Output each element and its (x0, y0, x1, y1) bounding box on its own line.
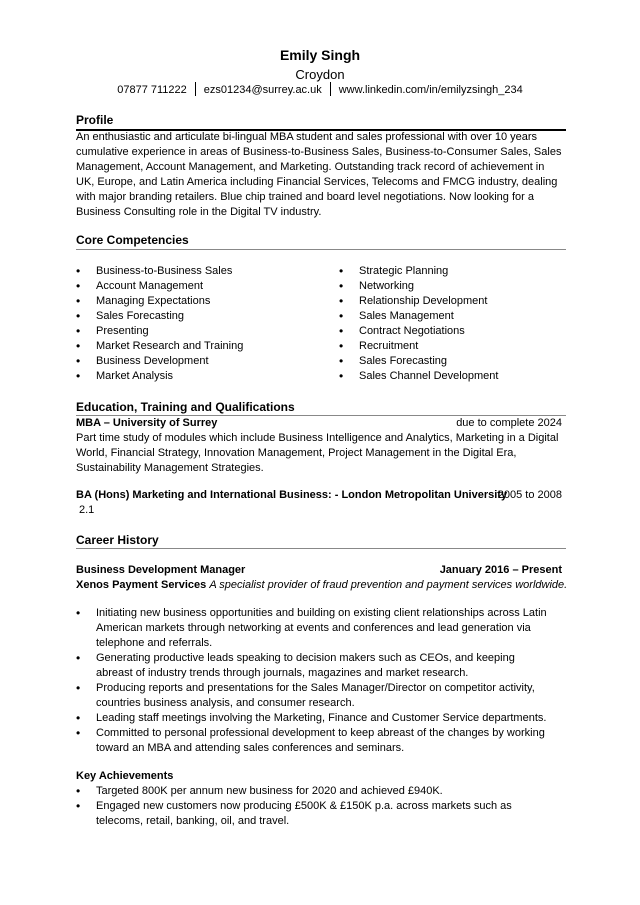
company-description: A specialist provider of fraud prevention and payment services worldwide. (209, 579, 568, 591)
competency-item: • Sales Management (339, 309, 559, 324)
duty-item: • Producing reports and presentations for the Sales Manager/Director on competitor activity, countries business analysis, and consumer research. (76, 681, 552, 711)
company-name: Xenos Payment Services (76, 579, 207, 591)
duty-item: • Committed to personal professional development to keep abreast of the changes by working toward an MBA and attending sales conferences and seminars. (76, 726, 552, 756)
competency-item: • Recruitment (339, 339, 559, 354)
section-divider (76, 548, 566, 549)
competency-item: • Business-to-Business Sales (76, 264, 316, 279)
competency-item: • Networking (339, 279, 559, 294)
job-title: Business Development Manager (76, 564, 246, 576)
linkedin-url[interactable]: www.linkedin.com/in/emilyzsingh_234 (338, 84, 523, 96)
competency-item: • Strategic Planning (339, 264, 559, 279)
mba-description: Part time study of modules which include Business Intelligence and Analytics, Marketing in a Digital World, Financial Strategy, Innovation Management, Project Management in the Digital Era, Sustainability Management Strategies. (76, 432, 559, 474)
achievements-heading: Key Achievements (76, 770, 174, 782)
competency-item: • Presenting (76, 324, 316, 339)
competency-item: • Sales Channel Development (339, 369, 559, 384)
competency-item: • Contract Negotiations (339, 324, 559, 339)
competencies-list-left (76, 264, 316, 384)
mba-title: MBA – University of Surrey (76, 417, 218, 429)
achievements-list (76, 784, 552, 829)
candidate-location: Croydon (295, 67, 345, 82)
section-heading-education: Education, Training and Qualifications (76, 400, 295, 414)
competency-item: • Account Management (76, 279, 316, 294)
section-heading-competencies: Core Competencies (76, 233, 189, 247)
phone-number: 07877 711222 (117, 84, 187, 96)
section-divider (76, 249, 566, 250)
company-line (76, 578, 566, 593)
mba-date: due to complete 2024 (456, 417, 562, 429)
ba-title: BA (Hons) Marketing and International Business: - London Metropolitan University (76, 489, 508, 501)
section-heading-profile: Profile (76, 113, 114, 127)
competencies-list-right (339, 264, 559, 384)
candidate-name: Emily Singh (279, 47, 361, 63)
competency-item: • Relationship Development (339, 294, 559, 309)
competency-item: • Sales Forecasting (339, 354, 559, 369)
duty-item: • Generating productive leads speaking to decision makers such as CEOs, and keeping abreast of industry trends through journals, magazines and market research. (76, 651, 552, 681)
separator (330, 82, 331, 96)
section-heading-career: Career History (76, 533, 159, 547)
competency-item: • Business Development (76, 354, 316, 369)
achievement-item: • Targeted 800K per annum new business for 2020 and achieved £940K. (76, 784, 552, 799)
contact-line (0, 82, 640, 98)
ba-date: 2005 to 2008 (497, 489, 562, 501)
separator (195, 82, 196, 96)
competency-item: • Market Research and Training (76, 339, 316, 354)
duties-list (76, 606, 552, 756)
competency-item: • Managing Expectations (76, 294, 316, 309)
duty-item: • Leading staff meetings involving the Marketing, Finance and Customer Service departments. (76, 711, 552, 726)
profile-text: An enthusiastic and articulate bi-lingual MBA student and sales professional with over 10 years cumulative experience in areas of Business-to-Business Sales, Business-to-Consumer Sales, Sales Management, Account Management, and Marketing. Outstanding track record of achievement in UK, Europe, and Latin America including Financial Services, Telecoms and FMCG industry, dealing with major branding retailers. Blue chip trained and board level negotiations. Now looking for a Business Consulting role in the Digital TV industry. (76, 131, 562, 218)
email-address[interactable]: ezs01234@surrey.ac.uk (203, 84, 322, 96)
duty-item: • Initiating new business opportunities and building on existing client relationships across Latin American markets through networking at events and conferences and lead generation via telephone and referrals. (76, 606, 552, 651)
competency-item: • Sales Forecasting (76, 309, 316, 324)
ba-grade: 2.1 (79, 504, 95, 516)
job-date: January 2016 – Present (439, 564, 562, 576)
achievement-item: • Engaged new customers now producing £500K & £150K p.a. across markets such as telecoms, retail, banking, oil, and travel. (76, 799, 552, 829)
competency-item: • Market Analysis (76, 369, 316, 384)
